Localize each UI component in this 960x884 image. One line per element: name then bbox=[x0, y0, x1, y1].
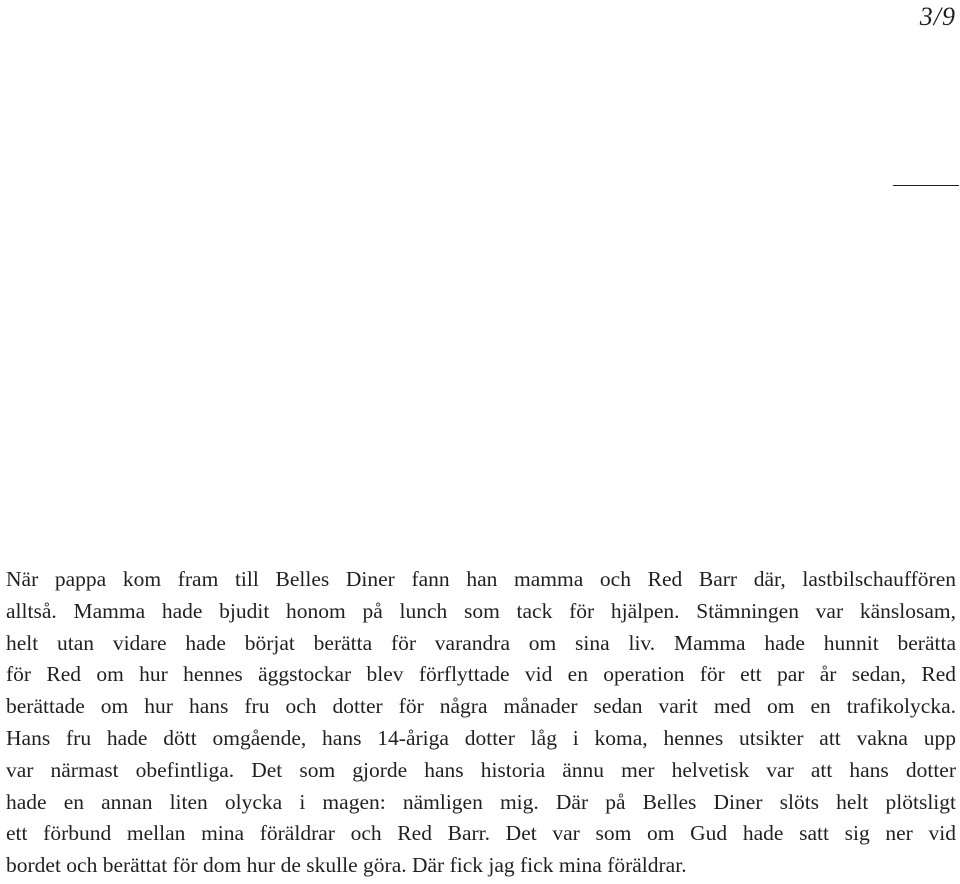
paragraph-line: bordet och berättat för dom hur de skulle göra. Där fick jag fick mina föräldrar. bbox=[6, 853, 687, 878]
paragraph-line: hade en annan liten olycka i magen: nämligen mig. Där på Belles Diner slöts helt plötsligt bbox=[6, 789, 956, 814]
paragraph-line: var närmast obefintliga. Det som gjorde hans historia ännu mer helvetisk var att hans dotter bbox=[6, 757, 956, 782]
body-paragraph bbox=[6, 564, 956, 882]
paragraph-line: alltså. Mamma hade bjudit honom på lunch som tack för hjälpen. Stämningen var känslosam, bbox=[6, 598, 956, 623]
paragraph-line: När pappa kom fram till Belles Diner fann han mamma och Red Barr där, lastbilschauffören bbox=[6, 567, 956, 591]
paragraph-line: Hans fru hade dött omgående, hans 14-åriga dotter låg i koma, hennes utsikter att vakna upp bbox=[6, 725, 956, 750]
paragraph-line: helt utan vidare hade börjat berätta för varandra om sina liv. Mamma hade hunnit berätta bbox=[6, 630, 956, 655]
page-number: 3/9 bbox=[919, 2, 956, 31]
paragraph-line: för Red om hur hennes äggstockar blev förflyttade vid en operation för ett par år sedan, Red bbox=[6, 662, 956, 687]
paragraph-line: berättade om hur hans fru och dotter för några månader sedan varit med om en trafikolycka. bbox=[6, 694, 956, 719]
separator-rule bbox=[893, 185, 959, 186]
paragraph-line: ett förbund mellan mina föräldrar och Red Barr. Det var som om Gud hade satt sig ner vid bbox=[6, 821, 956, 846]
